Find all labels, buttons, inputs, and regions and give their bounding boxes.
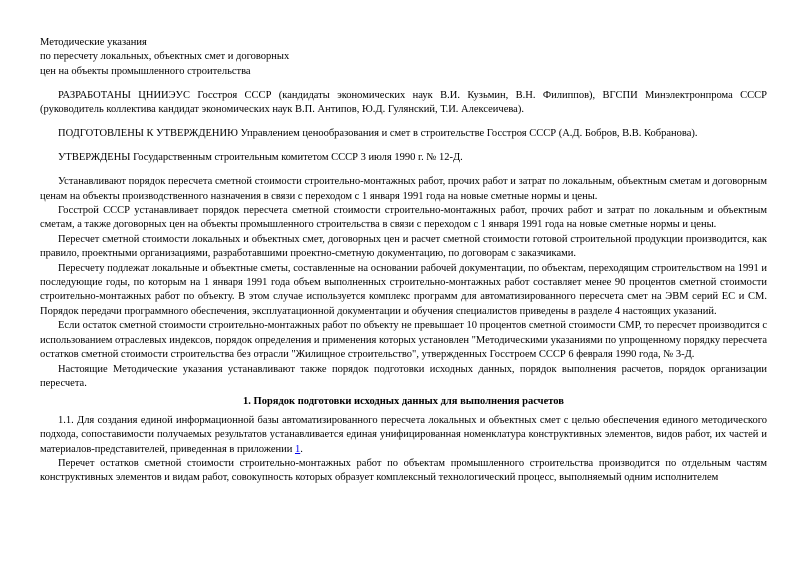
section-1-heading: 1. Порядок подготовки исходных данных для выполнения расчетов (243, 396, 564, 408)
appendix-1-link[interactable]: 1 (294, 443, 301, 455)
intro-paragraph-2: Госстрой СССР устанавливает порядок пересчета сметной стоимости строительно-монтажных работ, прочих работ и затрат по локальным и объектным сметам, а также договорных цен на объекты промышленного строительства в связи с переходом с 1 января 1991 года на новые сметные нормы и цены. (40, 205, 767, 231)
title-line-3: цен на объекты промышленного строительства (40, 65, 251, 77)
paragraph-1-1 (40, 414, 767, 457)
intro-paragraph-6: Настоящие Методические указания устанавливают также порядок подготовки исходных данных, порядок выполнения расчетов, порядок организации пересчета. (40, 363, 767, 389)
title-line-2: по пересчету локальных, объектных смет и договорных (40, 51, 290, 63)
intro-paragraph-5: Если остаток сметной стоимости строительно-монтажных работ по объекту не превышает 10 процентов сметной стоимости СМР, то пересчет производится с использованием отраслевых индексов, порядок определения и применения которых установлен "Методическими указаниями по упрощенному порядку пересчета остатков сметной стоимости строительства без отрасли "Жилищное строительство", утвержденных Госстроем СССР 6 февраля 1990 года, № 3-Д. (40, 320, 767, 361)
title-line-1: Методические указания (40, 37, 147, 48)
approved-by-paragraph: УТВЕРЖДЕНЫ Государственным строительным комитетом СССР 3 июля 1990 г. № 12-Д. (58, 152, 463, 164)
developed-by-paragraph: РАЗРАБОТАНЫ ЦНИИЭУС Госстроя СССР (кандидаты экономических наук В.И. Кузьмин, В.Н. Филиппов), ВГСПИ Минэлектронпрома СССР (руководитель коллектива кандидат экономических наук В.П. Антипов, Ю.Д. Гулянский, Т.И. Алексеичева). (40, 89, 767, 116)
recalculation-paragraph: Перечет остатков сметной стоимости строительно-монтажных работ по объектам промышленного строительства производится по отдельным частям конструктивных элементов и видам работ, совокупность которых образует комплексный технологический процесс, выполняемый одним исполнителем (40, 457, 767, 484)
intro-paragraph-4: Пересчету подлежат локальные и объектные сметы, составленные на основании рабочей документации, по объектам, переходящим строительством на 1991 и последующие годы, по которым на 1 января 1991 года объем выполненных строительно-монтажных работ составляет менее 90 процентов сметной стоимости строительно-монтажных работ по объекту. В этом случае используется комплекс программ для автоматизированного пересчета смет на ЭВМ серий ЕС и СМ. Порядок передачи программного обеспечения, эксплуатационной документации и обучения специалистов приведены в разделе 4 настоящих указаний. (40, 262, 767, 317)
document-title-block (40, 36, 767, 79)
intro-paragraph-3: Пересчет сметной стоимости локальных и объектных смет, договорных цен и расчет сметной стоимости готовой строительной продукции производится, как правило, проектными организациями, разработавшими проектно-сметную документацию, по договорам с заказчиками. (40, 233, 767, 260)
intro-paragraph-1: Устанавливают порядок пересчета сметной стоимости строительно-монтажных работ, прочих работ и затрат по локальным, объектным сметам и договорным ценам на объекты производственного назначения в связи с переходом с 1 января 1991 года на новые сметные нормы и цены. (40, 176, 767, 202)
paragraph-1-1-text: 1.1. Для создания единой информационной базы автоматизированного пересчета локальных и объектных смет с целью обеспечения единого методического подхода, сопоставимости получаемых результатов устанавливается единая унифицированная номенклатура конструктивных элементов, видов работ, их частей и материалов-представителей, приведенная в приложении (40, 414, 767, 455)
prepared-by-paragraph: ПОДГОТОВЛЕНЫ К УТВЕРЖДЕНИЮ Управлением ценообразования и смет в строительстве Госстроя СССР (А.Д. Бобров, В.В. Кобранова). (58, 128, 698, 140)
paragraph-1-1-end: . (300, 443, 303, 455)
